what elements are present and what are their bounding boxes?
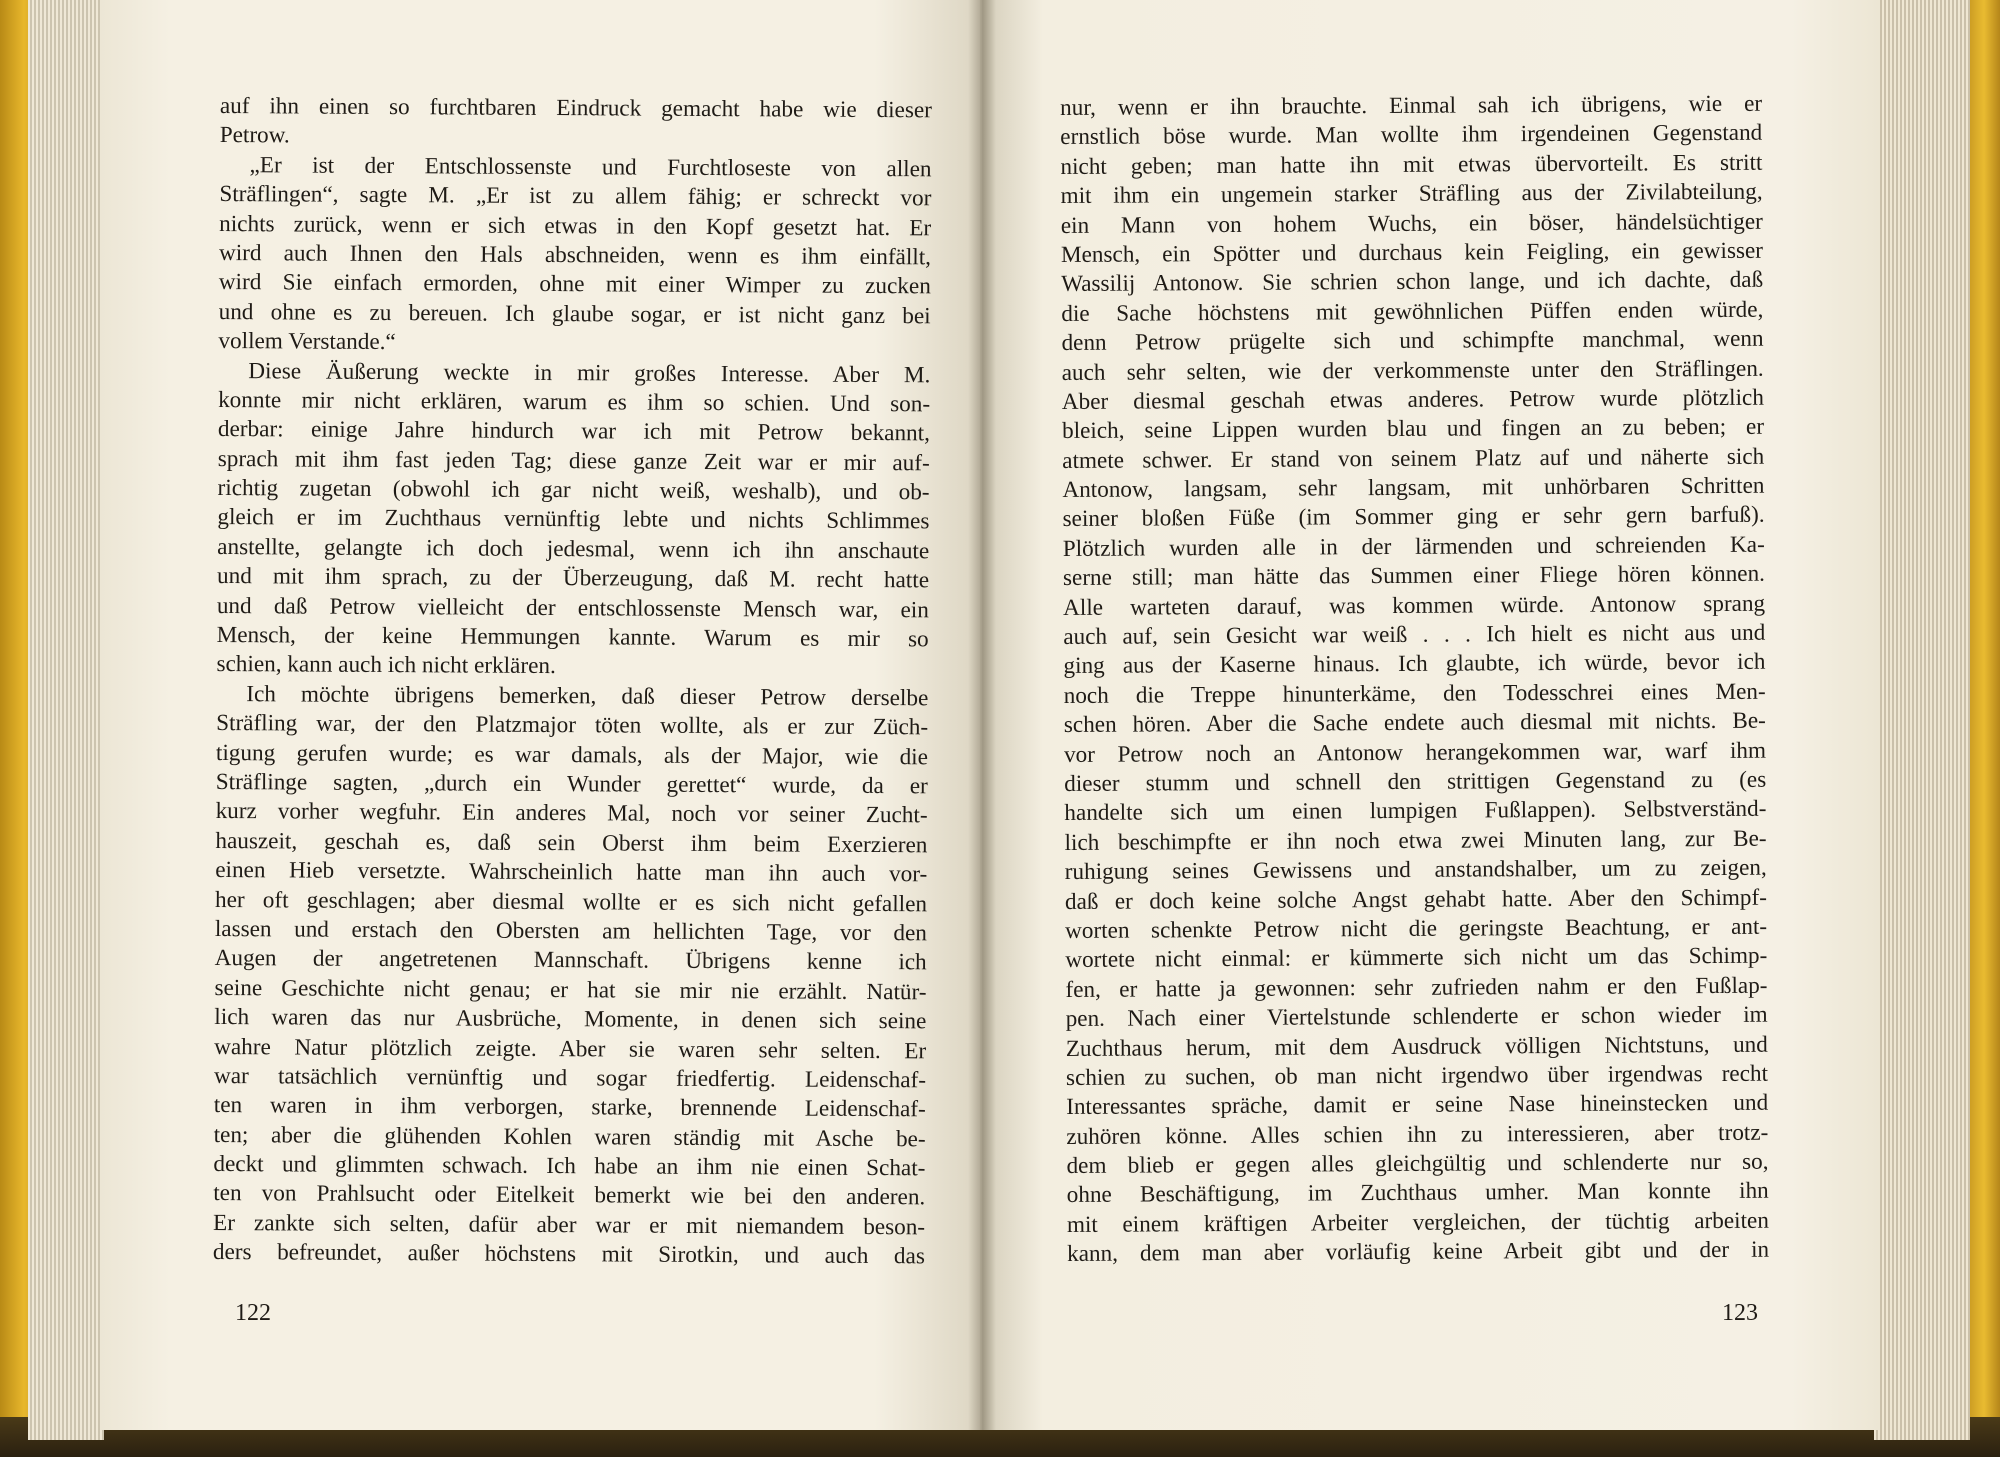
text-line: lassen und erstach den Obersten am hellichten Tage, vor den [214, 915, 927, 947]
text-line: wird Sie einfach ermorden, ohne mit einer Wimper zu zucken [218, 269, 931, 300]
text-line: seine Geschichte nicht genau; er hat sie mir nie erzählt. Natür- [214, 974, 927, 1006]
text-line: ernstlich böse wurde. Man wollte ihm irgendeinen Gegenstand [1060, 120, 1763, 151]
text-line: war tatsächlich vernünftig und sogar friedfertig. Leidenschaf- [213, 1062, 927, 1094]
text-line: noch die Treppe hinunterkäme, den Todesschrei eines Men- [1063, 678, 1766, 709]
text-line: ruhigung seines Gewissens und anstandshalber, um zu zeigen, [1064, 854, 1767, 886]
text-line: mit ihm ein ungemein starker Sträfling aus der Zivilabteilung, [1060, 178, 1763, 210]
text-line: deckt und glimmten schwach. Ich habe an ihm nie einen Schat- [213, 1151, 926, 1182]
text-line: kurz vorher wegfuhr. Ein anderes Mal, noch vor seiner Zucht- [215, 798, 928, 829]
text-line: ders befreundet, außer höchstens mit Sirotkin, und auch das [212, 1239, 925, 1270]
text-line: Mensch, ein Spötter und durchaus kein Feigling, ein gewisser [1060, 237, 1764, 268]
text-line: auch sehr selten, wie der verkommenste unter den Sträflingen. [1061, 355, 1764, 386]
right-page-text [1060, 90, 1769, 1270]
page-edges-left [28, 0, 104, 1440]
text-line: auf ihn einen so furchtbaren Eindruck gemacht habe wie dieser [219, 92, 932, 124]
text-line: auch auf, sein Gesicht war weiß . . . Ich hielt es nicht aus und [1063, 619, 1766, 651]
text-line: dem blieb er gegen alles gleichgültig und schlenderte nur so, [1066, 1148, 1769, 1180]
page-edges-right [1874, 0, 1970, 1440]
text-line: serne still; man hätte das Summen einer Fliege hören können. [1062, 560, 1766, 592]
text-line: wird auch Ihnen den Hals abschneiden, wenn es ihm einfällt, [218, 239, 932, 271]
text-line: wortete nicht einmal: er kümmerte sich nicht um das Schimp- [1065, 943, 1768, 974]
text-line: Sträflinge sagten, „durch ein Wunder gerettet“ wurde, da er [215, 768, 928, 800]
text-line: schien zu suchen, ob man nicht irgendwo über irgendwas recht [1065, 1060, 1769, 1091]
text-line: Diese Äußerung weckte in mir großes Interesse. Aber M. [248, 357, 931, 388]
text-line: dieser stumm und schnell den strittigen Gegenstand zu (es [1064, 766, 1767, 797]
text-line: Plötzlich wurden alle in der lärmenden und schreienden Ka- [1062, 531, 1765, 562]
book-cover-right-edge [1968, 0, 2000, 1457]
page-number-right: 123 [1722, 1300, 1758, 1326]
text-line: und daß Petrow vielleicht der entschlossenste Mensch war, ein [216, 592, 929, 623]
text-line: sprach mit ihm fast jeden Tag; diese ganze Zeit war er mir auf- [217, 445, 930, 477]
text-line: zuhören könne. Alles schien ihn zu interessieren, aber trotz- [1066, 1119, 1769, 1150]
text-line: hauszeit, geschah es, daß sein Oberst ihm beim Exerzieren [215, 827, 928, 859]
text-line: Antonow, langsam, sehr langsam, mit unhörbaren Schritten [1062, 472, 1765, 504]
left-page-text [213, 92, 932, 1272]
text-line: und mit ihm sprach, zu der Überzeugung, daß M. recht hatte [216, 563, 930, 594]
text-line: Sträflingen“, sagte M. „Er ist zu allem fähig; er schreckt vor [219, 181, 932, 212]
text-line: einen Hieb versetzte. Wahrscheinlich hatte man ihn auch vor- [215, 857, 928, 888]
text-line: und ohne es zu bereuen. Ich glaube sogar, er ist nicht ganz bei [218, 298, 931, 330]
text-line: seiner bloßen Füße (im Sommer ging er sehr gern barfuß). [1062, 502, 1765, 533]
text-line: lich beschimpfte er ihn noch etwa zwei Minuten lang, zur Be- [1064, 825, 1767, 856]
text-line: kann, dem man aber vorläufig keine Arbeit gibt und der in [1067, 1236, 1770, 1268]
text-line: ein Mann von hohem Wuchs, ein böser, händelsüchtiger [1060, 208, 1763, 239]
text-line: tigung gerufen wurde; es war damals, als der Major, wie die [215, 739, 929, 770]
text-line: nur, wenn er ihn brauchte. Einmal sah ich übrigens, wie er [1060, 90, 1763, 121]
text-line: Mensch, der keine Hemmungen kannte. Warum es mir so [216, 622, 929, 653]
text-line: Augen der angetretenen Mannschaft. Übrigens kenne ich [214, 945, 927, 976]
text-line: ten waren in ihm verborgen, starke, brennende Leidenschaf- [213, 1092, 926, 1123]
text-line: Alle warteten darauf, was kommen würde. Antonow sprang [1063, 590, 1766, 621]
text-line: anstellte, gelangte ich doch jedesmal, wenn ich ihn anschaute [217, 533, 930, 565]
text-line: fen, er hatte ja gewonnen: sehr zufrieden nahm er den Fußlap- [1065, 972, 1768, 1003]
text-line: ten; aber die glühenden Kohlen waren ständig mit Asche be- [213, 1121, 926, 1153]
text-line: pen. Nach einer Viertelstunde schlenderte er schon wieder im [1065, 1001, 1768, 1033]
text-line: Zuchthaus herum, mit dem Ausdruck völligen Nichtstuns, und [1065, 1031, 1768, 1062]
text-line: ohne Beschäftigung, im Zuchthaus umher. Man konnte ihn [1066, 1178, 1769, 1209]
text-line: handelte sich um einen lumpigen Fußlappen). Selbstverständ- [1064, 796, 1767, 827]
book-gutter [968, 0, 996, 1430]
text-line: gleich er im Zuchthaus vernünftig lebte und nichts Schlimmes [217, 504, 930, 535]
text-line: die Sache höchstens mit gewöhnlichen Püffen enden würde, [1061, 296, 1764, 327]
text-line: daß er doch keine solche Angst gehabt hatte. Aber den Schimpf- [1064, 884, 1767, 915]
text-line: Petrow. [219, 122, 290, 149]
text-line: mit einem kräftigen Arbeiter vergleichen, der tüchtig arbeiten [1066, 1207, 1769, 1238]
text-line: konnte mir nicht erklären, warum es ihm so schien. Und son- [218, 386, 931, 418]
text-line: vollem Verstande.“ [218, 328, 396, 356]
text-line: atmete schwer. Er stand von seinem Platz auf und näherte sich [1062, 443, 1765, 474]
text-line: Er zankte sich selten, dafür aber war er mit niemandem beson- [213, 1209, 926, 1241]
text-line: her oft geschlagen; aber diesmal wollte er es sich nicht gefallen [214, 886, 928, 917]
text-line: vor Petrow noch an Antonow herangekommen war, warf ihm [1063, 737, 1767, 768]
text-line: schen hören. Aber die Sache endete auch diesmal mit nichts. Be- [1063, 707, 1766, 739]
text-line: bleich, seine Lippen wurden blau und fingen an zu beben; er [1061, 414, 1765, 445]
text-line: Sträfling war, der den Platzmajor töten wollte, als er zur Züch- [216, 710, 929, 741]
text-line: ging aus der Kaserne hinaus. Ich glaubte, ich würde, bevor ich [1063, 649, 1766, 680]
text-line: lich waren das nur Ausbrüche, Momente, in denen sich seine [214, 1004, 927, 1035]
text-line: „Er ist der Entschlossenste und Furchtloseste von allen [249, 151, 932, 183]
page-number-left: 122 [235, 1300, 271, 1326]
text-line: worten schenkte Petrow nicht die geringste Beachtung, er ant- [1065, 913, 1768, 944]
text-line: nichts zurück, wenn er sich etwas in den Kopf gesetzt hat. Er [219, 210, 932, 241]
text-line: Wassilij Antonow. Sie schrien schon lange, und ich dachte, daß [1061, 267, 1764, 298]
text-line: nicht geben; man hatte ihn mit etwas übervorteilt. Es stritt [1060, 149, 1763, 180]
text-line: schien, kann auch ich nicht erklären. [216, 651, 556, 680]
text-line: richtig zugetan (obwohl ich gar nicht weiß, weshalb), und ob- [217, 475, 930, 506]
text-line: Ich möchte übrigens bemerken, daß dieser Petrow derselbe [246, 680, 929, 712]
text-line: Interessantes spräche, damit er seine Nase hineinstecken und [1066, 1089, 1769, 1121]
text-line: wahre Natur plötzlich zeigte. Aber sie waren sehr selten. Er [214, 1033, 927, 1064]
text-line: Aber diesmal geschah etwas anderes. Petrow wurde plötzlich [1061, 384, 1764, 415]
text-line: derbar: einige Jahre hindurch war ich mit Petrow bekannt, [217, 416, 931, 447]
text-line: ten von Prahlsucht oder Eitelkeit bemerkt wie bei den anderen. [213, 1180, 926, 1211]
text-line: denn Petrow prügelte sich und schimpfte manchmal, wenn [1061, 325, 1764, 357]
